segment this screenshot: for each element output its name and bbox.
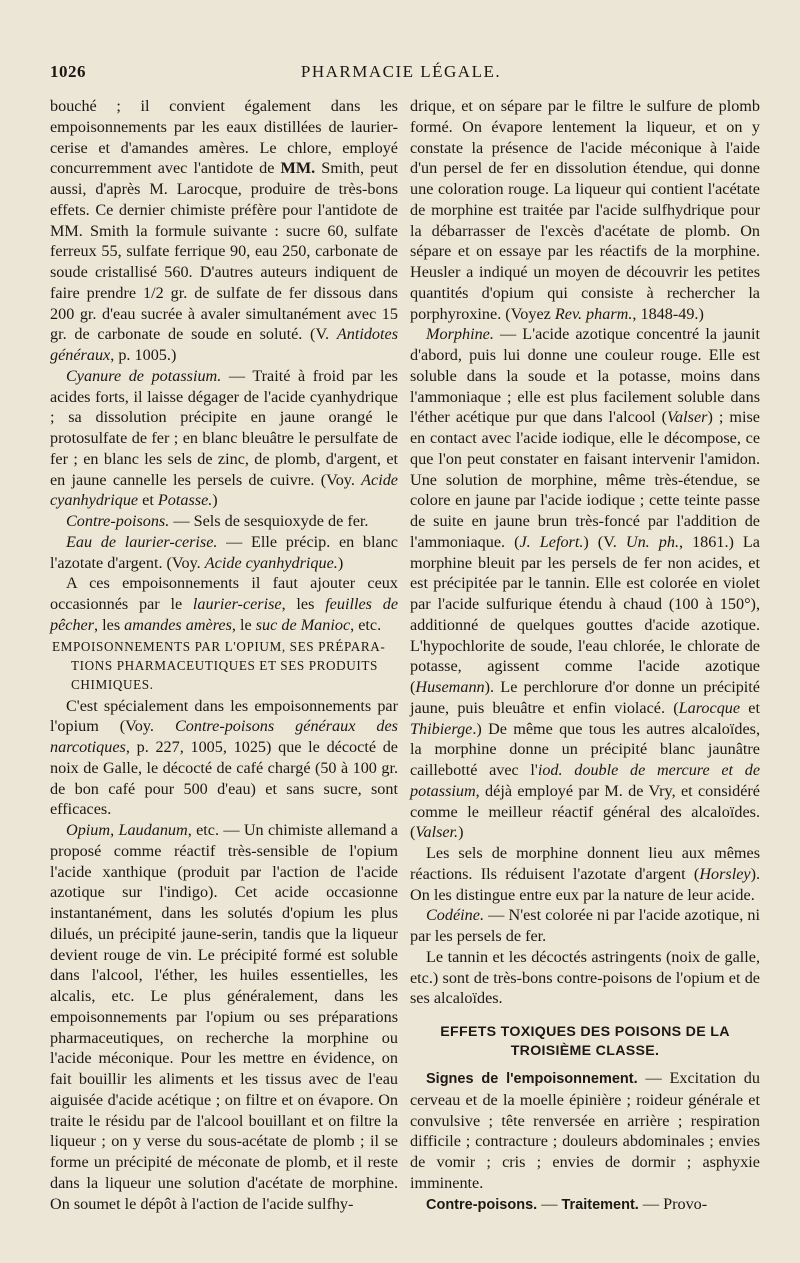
- text-run: , etc. — Un chimiste allemand a proposé comme réactif très-sensible de l'opium l'acide xanthique (produit par l'action de l'acide azotique sur l'indigo). Cet acide occasionne instantanément, dans les solutés d'opium les plus dilués, un précipité jaune-serin, tandis que la liqueur devient rouge de vin. Le précipité formé est soluble dans l'alcool, l'éther, les huiles essentielles, les alcalis, etc. Le plus généralement, dans les empoisonnements par l'opium ou ses préparations pharmaceutiques, on recherche la morphine ou l'acide méconique. Pour les mettre en évidence, on fait bouillir les aliments et les tissus avec de l'eau aiguisée d'acide acétique ; on filtre et on évapore. On traite le résidu par de l'alcool bouillant et on filtre la liqueur ; on y verse du sous-acétate de plomb ; il se forme un précipité de méconate de plomb, et il reste dans la liqueur une solution d'acétate de morphine. On soumet le dépôt à l'action de l'acide sulfhy-: [50, 821, 398, 1213]
- paragraph-opium: [50, 820, 398, 1214]
- paragraph: [50, 696, 398, 821]
- text-run: — Traité à froid par les acides forts, il laisse dégager de l'acide cyanhydrique ; sa dissolution précipite en jaune orangé le protosulfate de fer ; en blanc bleuâtre le persulfate de fer ; en blanc les sels de zinc, de plomb, d'argent, et en jaune cannelle les persels de cuivre. (Voy.: [50, 366, 398, 489]
- text-run: — L'acide azotique concentré la jaunit d'abord, puis lui donne une couleur rouge. Elle est soluble dans la soude et la potasse, moins dans l'ammoniaque ; elle est plus facilement soluble dans l'éther acétique pur que dans l'alcool (: [410, 325, 760, 427]
- text-run: Le tannin et les décoctés astringents (noix de galle, etc.) sont de très-bons contre-poisons de l'opium et de ses alcaloïdes.: [410, 947, 760, 1008]
- paragraph-eau-laurier: [50, 532, 398, 574]
- bold-run: Traitement.: [561, 1196, 639, 1213]
- heading-line: EMPOISONNEMENTS PAR L'OPIUM, SES PRÉPARA-: [52, 638, 386, 654]
- text-run: Les sels de morphine donnent lieu aux mêmes réactions. Ils réduisent l'azotate d'argent (: [410, 844, 760, 883]
- italic-run: Cyanure de potassium.: [66, 366, 222, 385]
- text-run: ): [212, 491, 218, 510]
- heading-line: EFFETS TOXIQUES DES POISONS DE LA: [440, 1024, 730, 1040]
- text-run: drique, et on sépare par le filtre le sulfure de plomb formé. On évapore lentement la liqueur, et on y constate la présence de l'acide méconique à l'aide d'un persel de fer en dissolution étendue, qui donne une coloration rouge. La liqueur qui contient l'acétate de morphine est traitée par l'acide sulfhydrique pour la débarrasser de l'excès d'acétate de plomb. On sépare et on essaye par les réactifs de la morphine. Heusler a indiqué un moyen de découvrir les petites quantités d'opium qui consiste à rechercher la porphyroxine. (Voyez: [410, 97, 760, 323]
- section-heading-opium: [50, 637, 398, 694]
- text-run: Smith, peut aussi, d'après M. Larocque, produire de très-bons effets. Ce dernier chimiste préfère pour l'antidote de MM. Smith la formule suivante : sucre 60, sulfate ferreux 55, sulfate ferrique 90, eau 250, carbonate de soude cristallisé 560. D'autres auteurs indiquent de faire prendre 1/2 gr. de sulfate de fer dissous dans 200 gr. d'eau sucrée à avaler simultanément avec 15 gr. de carbonate de soude en soluté. (V.: [50, 159, 398, 344]
- italic-run: Contre-poisons.: [66, 512, 170, 530]
- text-run: bouché ; il convient également dans les empoisonnements par les eaux distillées de laurier-cerise et d'amandes amères. Le chlore, employé concurremment avec l'antidote de: [50, 97, 398, 178]
- text-run: , le: [231, 615, 256, 634]
- text-run: , les: [281, 595, 326, 613]
- paragraph: [410, 843, 760, 905]
- italic-run: feuilles de pêcher: [50, 595, 398, 634]
- italic-run: Acide cyanhydrique: [50, 470, 398, 510]
- italic-run: Larocque: [678, 698, 741, 717]
- paragraph: [50, 573, 398, 635]
- italic-run: Potasse.: [157, 491, 213, 510]
- italic-run: amandes amères: [124, 615, 232, 634]
- paragraph-cyanure: [50, 366, 398, 511]
- italic-run: Codéine.: [426, 906, 484, 925]
- text-run: — Provo-: [638, 1194, 708, 1213]
- text-run: — Excitation du cerveau et de la moelle épinière ; roideur générale et convulsive ; tête renversée en arrière ; respiration difficile ; contracture ; douleurs abdominales ; envies de vomir ; cris ; envies de dormir ; asphyxie imminente.: [410, 1069, 760, 1192]
- paragraph-contre-poisons-traitement: [410, 1194, 760, 1216]
- bold-run: MM.: [280, 159, 316, 178]
- italic-run: suc de Manioc: [255, 615, 351, 634]
- italic-run: laurier-cerise: [192, 595, 282, 613]
- italic-run: Rev. pharm.: [554, 304, 633, 323]
- italic-run: Opium, Laudanum: [66, 821, 188, 839]
- text-run: , 1848-49.): [632, 304, 704, 323]
- text-run: ) (V.: [583, 532, 626, 551]
- text-run: — Elle précip. en blanc l'azotate d'argent. (Voy.: [50, 532, 398, 572]
- bold-run: Signes de l'empoisonnement.: [426, 1071, 638, 1087]
- italic-run: Valser.: [415, 823, 459, 842]
- italic-run: Valser: [666, 408, 708, 427]
- text-run: , p. 227, 1005, 1025) que le décocté de noix de Galle, le décocté de café chargé (50 à 100 gr. de bon café pour 500 d'eau) et sans sucre, sont efficaces.: [50, 738, 398, 819]
- heading-line: TROISIÈME CLASSE.: [510, 1043, 660, 1059]
- running-title: PHARMACIE LÉGALE.: [300, 62, 502, 81]
- italic-run: Acide cyanhydrique.: [204, 553, 338, 572]
- text-run: — N'est colorée ni par l'acide azotique, ni par les persels de fer.: [410, 906, 760, 945]
- text-run: et: [740, 698, 760, 717]
- text-run: ): [458, 823, 464, 842]
- text-run: , etc.: [350, 615, 382, 634]
- italic-run: J. Lefort.: [519, 532, 584, 551]
- paragraph-codeine: [410, 905, 760, 947]
- italic-run: Horsley: [699, 864, 751, 883]
- text-run: —: [537, 1194, 562, 1213]
- text-run: ). Le perchlorure d'or donne un précipité jaune, puis bleuâtre et enfin violacé. (: [410, 678, 760, 717]
- text-run: .) De même que tous les autres alcaloïdes, la morphine donne un précipité blanc jaunâtre caillebotté avec l': [410, 719, 760, 779]
- paragraph: [410, 96, 760, 324]
- text-run: C'est spécialement dans les empoisonnements par l'opium (Voy.: [50, 696, 398, 736]
- text-run: et: [138, 491, 158, 510]
- italic-run: Un. ph.: [625, 532, 679, 551]
- italic-run: Morphine.: [426, 325, 494, 344]
- italic-run: Contre-poisons généraux des narcotiques: [50, 717, 398, 756]
- text-run: A ces empoisonnements il faut ajouter ceux occasionnés par le: [50, 574, 398, 613]
- section-heading-effets-toxiques: [410, 1023, 760, 1061]
- paragraph-contre-poisons: [50, 511, 398, 532]
- text-run: ). On les distingue entre eux par la nature de leur acide.: [410, 864, 760, 904]
- paragraph: [50, 96, 398, 366]
- text-run: — Sels de sesquioxyde de fer.: [169, 512, 369, 530]
- italic-run: iod. double de mercure et de potassium: [410, 761, 760, 800]
- italic-run: Antidotes généraux: [50, 325, 398, 364]
- italic-run: Thibierge: [410, 719, 473, 738]
- heading-line: TIONS PHARMACEUTIQUES ET SES PRODUITS CHIMIQUES.: [71, 657, 378, 692]
- text-run: , p. 1005.): [110, 346, 177, 364]
- text-run: , les: [94, 615, 125, 634]
- text-run: ) ; mise en contact avec l'acide iodique, elle le décompose, ce que l'on peut constater en faisant intervenir l'amidon. Une solution de morphine, même très-étendue, se colore en jaune par l'acide iodique ; cette teinte passe de suite en jaune brun très-foncé par l'addition de l'ammoniaque. (: [410, 408, 760, 551]
- text-run: , déjà employé par M. de Vry, et considéré comme le meilleur réactif général des alcaloïdes. (: [410, 781, 760, 842]
- italic-run: Eau de laurier-cerise.: [66, 532, 218, 551]
- right-column: [410, 96, 760, 1215]
- paragraph: [410, 947, 760, 1009]
- left-column: [50, 96, 398, 1214]
- italic-run: Husemann: [415, 678, 485, 696]
- paragraph-signes: [410, 1068, 760, 1194]
- page-header: [50, 62, 752, 92]
- text-run: , 1861.) La morphine bleuit par les persels de fer non acides, et est précipitée par le tannin. Elle est colorée en violet par l'acide sulfurique étendu à chaud (100 à 150°), additionné de quelques gouttes d'acide azotique. L'hypochlorite de soude, l'eau chlorée, le chlorate de potasse, agissent comme l'acide azotique (: [410, 532, 760, 696]
- bold-run: Contre-poisons.: [426, 1196, 538, 1213]
- page-number: 1026: [50, 62, 86, 81]
- paragraph-morphine: [410, 324, 760, 843]
- text-run: ): [337, 553, 344, 572]
